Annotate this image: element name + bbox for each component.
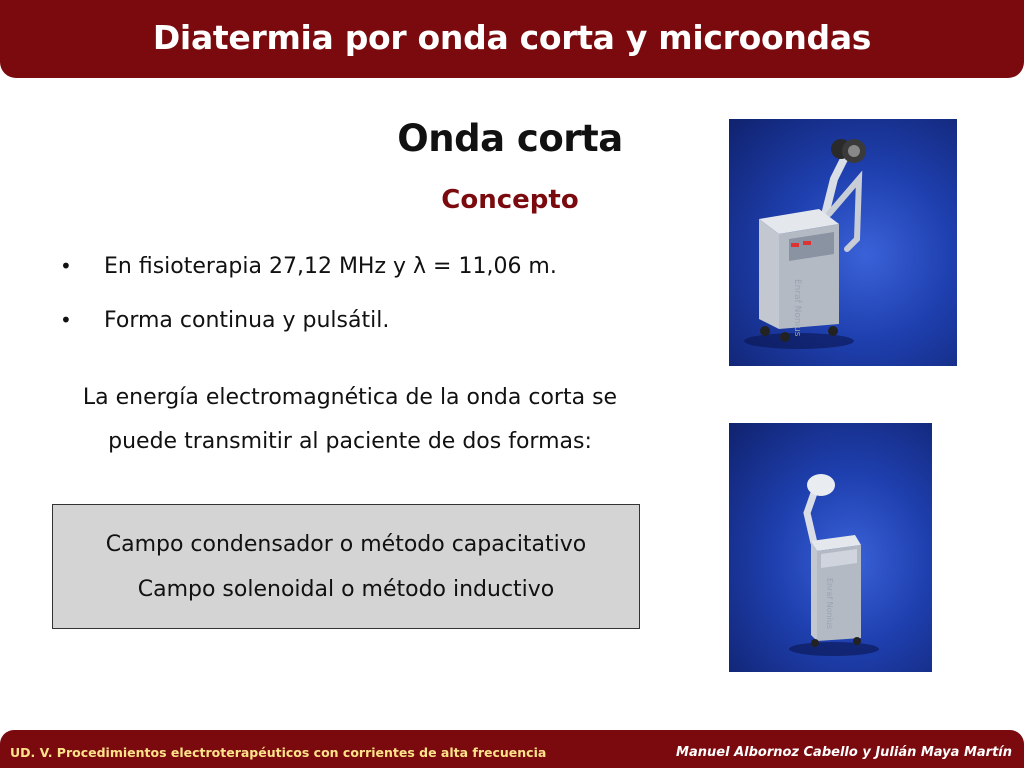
bullet-text: Forma continua y pulsátil. (104, 308, 390, 333)
shortwave-device-photo-inductive (729, 423, 932, 672)
footer-unit-title: UD. V. Procedimientos electroterapéuticos con corrientes de alta frecuencia (10, 745, 547, 760)
bullet-marker: • (60, 254, 72, 278)
bullet-text: En fisioterapia 27,12 MHz y λ = 11,06 m. (104, 254, 557, 279)
device-illustration (729, 423, 932, 672)
device-illustration (729, 119, 957, 366)
slide-title: Diatermia por onda corta y microondas (152, 17, 872, 57)
shortwave-device-photo-capacitive (729, 119, 957, 366)
body-paragraph (40, 376, 660, 464)
title-bar (0, 0, 1024, 78)
methods-box (52, 504, 640, 629)
paragraph-line: puede transmitir al paciente de dos formas: (108, 429, 592, 454)
section-heading: Onda corta (397, 117, 623, 160)
method-inductive: Campo solenoidal o método inductivo (137, 576, 555, 602)
footer-bar (0, 730, 1024, 768)
method-capacitive: Campo condensador o método capacitativo (105, 531, 587, 557)
section-subheading: Concepto (441, 185, 579, 215)
bullet-item (60, 254, 680, 308)
bullet-list (60, 254, 680, 362)
paragraph-line: La energía electromagnética de la onda corta se (82, 385, 618, 410)
device-brand-label: Enraf Nonius (792, 279, 802, 337)
device-brand-label: Enraf Nonius (825, 578, 834, 630)
bullet-item (60, 308, 680, 362)
bullet-marker: • (60, 308, 72, 332)
footer-authors: Manuel Albornoz Cabello y Julián Maya Martín (676, 745, 1012, 760)
